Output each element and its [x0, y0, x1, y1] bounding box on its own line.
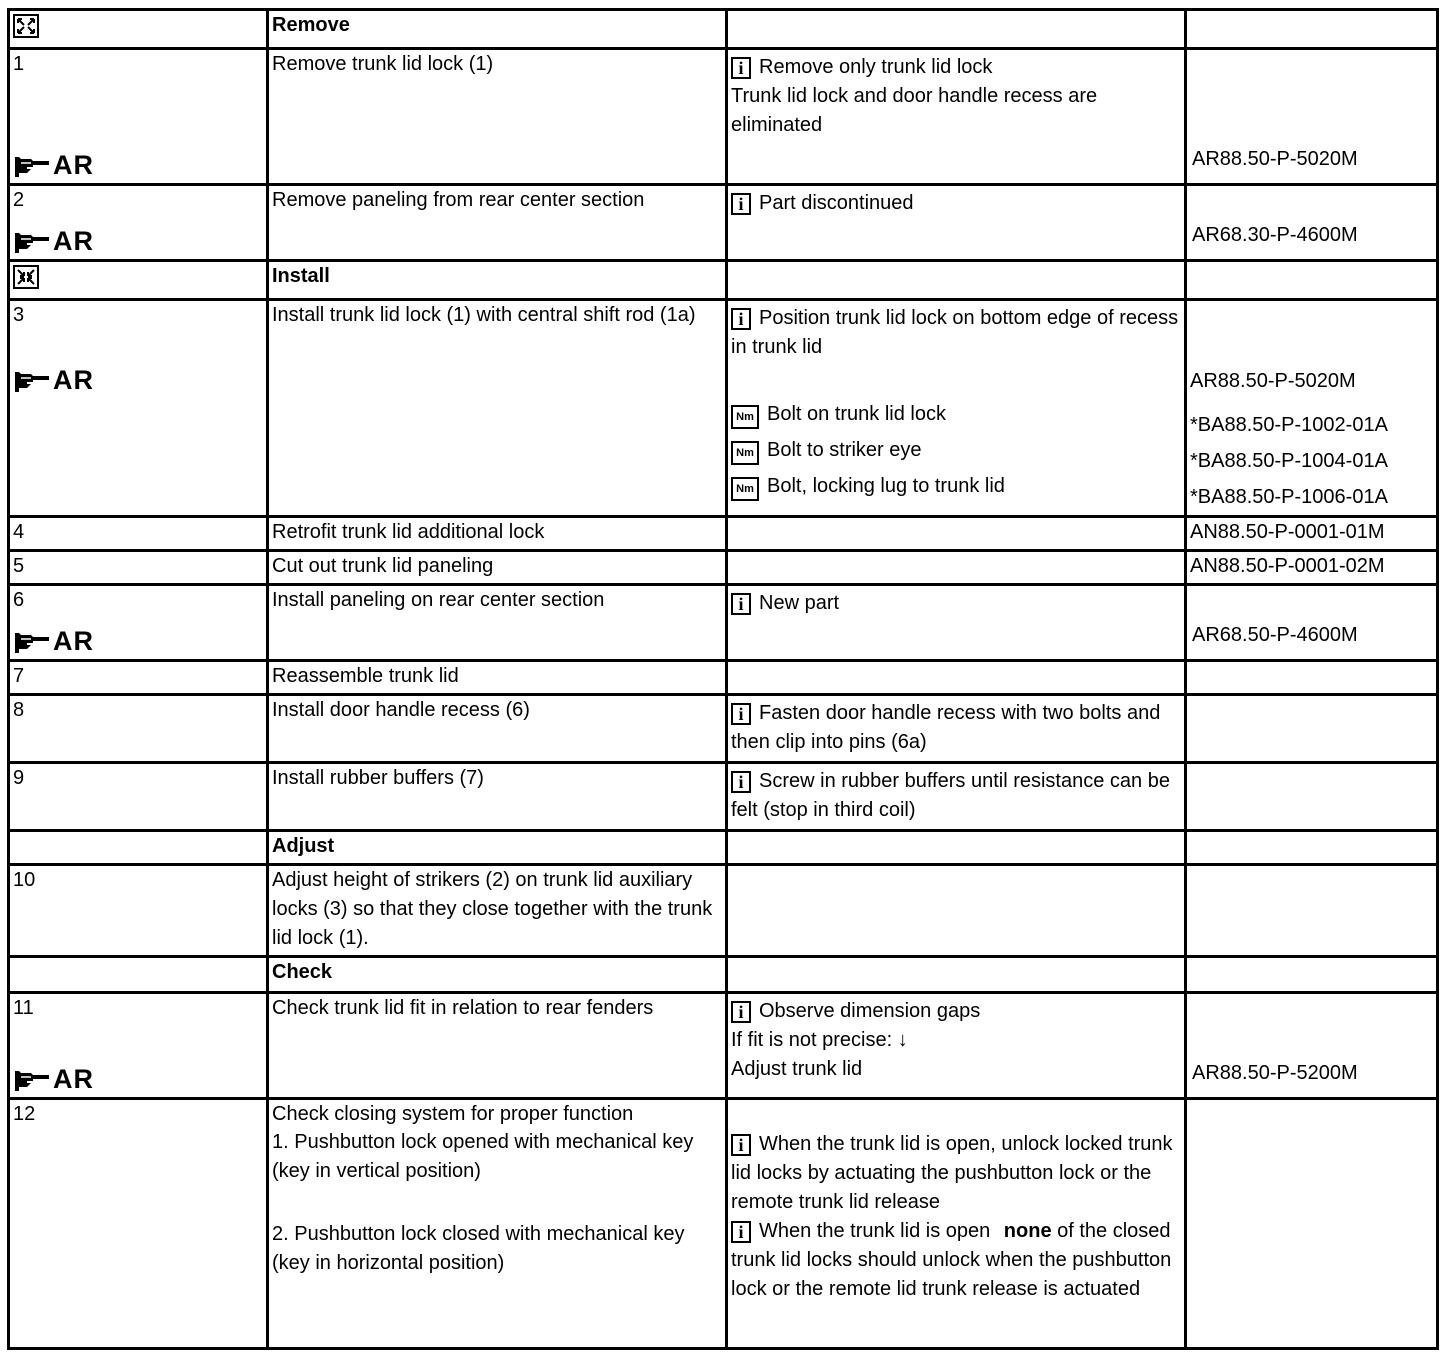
- action-text: Retrofit trunk lid additional lock: [268, 517, 727, 551]
- step-number: 12: [9, 1099, 268, 1349]
- torque-icon: Nm: [731, 477, 759, 501]
- action-text: Reassemble trunk lid: [268, 661, 727, 695]
- step-number: 4: [9, 517, 268, 551]
- step-number: 8: [9, 695, 268, 763]
- step-number: 10: [9, 865, 268, 957]
- step-row: [9, 517, 1438, 551]
- note-text: If fit is not precise: ↓: [731, 1029, 908, 1051]
- ar-label: AR: [53, 1064, 94, 1094]
- ar-link[interactable]: [13, 1066, 94, 1093]
- note-text: Part discontinued: [759, 192, 914, 214]
- step-row: [9, 585, 1438, 661]
- info-icon: i: [731, 593, 751, 615]
- torque-text: Bolt, locking lug to trunk lid: [767, 475, 1005, 497]
- reference-link[interactable]: AR88.50-P-5020M: [1190, 370, 1356, 392]
- info-icon: i: [731, 308, 751, 330]
- note-text: Position trunk lid lock on bottom edge of recess in trunk lid: [731, 307, 1179, 358]
- torque-text: Bolt to striker eye: [767, 439, 922, 461]
- reference-link[interactable]: AR68.30-P-4600M: [1192, 224, 1358, 246]
- pointing-hand-icon: [13, 229, 51, 255]
- reference-link[interactable]: AN88.50-P-0001-02M: [1186, 551, 1438, 585]
- action-text: 2. Pushbutton lock closed with mechanical key (key in horizontal position): [272, 1223, 685, 1274]
- step-row: [9, 695, 1438, 763]
- step-row: [9, 1099, 1438, 1349]
- torque-reference-link[interactable]: *BA88.50-P-1006-01A: [1190, 486, 1388, 508]
- action-text: 1. Pushbutton lock opened with mechanical key (key in vertical position): [272, 1131, 694, 1182]
- ar-label: AR: [53, 626, 94, 656]
- info-icon: i: [731, 1221, 751, 1243]
- step-number: 7: [9, 661, 268, 695]
- pointing-hand-icon: [13, 153, 51, 179]
- action-text: Remove paneling from rear center section: [268, 185, 727, 261]
- step-row: [9, 551, 1438, 585]
- reference-link[interactable]: AR88.50-P-5020M: [1192, 148, 1358, 170]
- ar-link[interactable]: [13, 152, 94, 179]
- step-row: [9, 185, 1438, 261]
- info-icon: i: [731, 193, 751, 215]
- action-text: Install trunk lid lock (1) with central shift rod (1a): [268, 300, 727, 517]
- procedure-table: [7, 8, 1439, 1350]
- torque-icon: Nm: [731, 405, 759, 429]
- note-text: When the trunk lid is open: [759, 1220, 996, 1242]
- action-text: Remove trunk lid lock (1): [268, 49, 727, 185]
- section-title: Remove: [268, 10, 727, 49]
- note-text: Fasten door handle recess with two bolts and then clip into pins (6a): [731, 702, 1161, 753]
- step-row: [9, 763, 1438, 831]
- action-text: Install rubber buffers (7): [268, 763, 727, 831]
- ar-label: AR: [53, 150, 94, 180]
- step-number: 2: [13, 189, 25, 211]
- note-text: New part: [759, 592, 840, 614]
- action-text: Check closing system for proper function: [272, 1103, 634, 1125]
- step-row: [9, 300, 1438, 517]
- note-text: of the closed trunk lid locks should unlock when the pushbutton lock or the remote lid trunk release is actuated: [731, 1220, 1172, 1300]
- section-row-install: [9, 261, 1438, 300]
- pointing-hand-icon: [13, 368, 51, 394]
- note-text: When the trunk lid is open, unlock locked trunk lid locks by actuating the pushbutton lock or the remote trunk lid release: [731, 1133, 1173, 1213]
- action-text: Cut out trunk lid paneling: [268, 551, 727, 585]
- step-number: 6: [13, 589, 25, 611]
- step-number: 9: [9, 763, 268, 831]
- section-title: Check: [268, 957, 727, 993]
- section-row-remove: [9, 10, 1438, 49]
- torque-text: Bolt on trunk lid lock: [767, 403, 946, 425]
- section-row-check: [9, 957, 1438, 993]
- step-row: [9, 865, 1438, 957]
- action-text: Install door handle recess (6): [268, 695, 727, 763]
- pointing-hand-icon: [13, 629, 51, 655]
- action-text: Install paneling on rear center section: [268, 585, 727, 661]
- expand-icon: [13, 14, 39, 38]
- section-title: Adjust: [268, 831, 727, 865]
- step-number: 1: [13, 53, 25, 75]
- info-icon: i: [731, 1001, 751, 1023]
- pointing-hand-icon: [13, 1067, 51, 1093]
- info-icon: i: [731, 57, 751, 79]
- ar-label: AR: [53, 365, 94, 395]
- torque-icon: Nm: [731, 441, 759, 465]
- reference-link[interactable]: AR68.50-P-4600M: [1192, 624, 1358, 646]
- note-text: Trunk lid lock and door handle recess are eliminated: [731, 85, 1098, 136]
- step-row: [9, 49, 1438, 185]
- note-text: Adjust trunk lid: [731, 1058, 863, 1080]
- torque-reference-link[interactable]: *BA88.50-P-1002-01A: [1190, 414, 1388, 436]
- info-icon: i: [731, 771, 751, 793]
- note-emphasis: none: [1003, 1220, 1052, 1242]
- reference-link[interactable]: AR88.50-P-5200M: [1192, 1062, 1358, 1084]
- ar-label: AR: [53, 226, 94, 256]
- step-row: [9, 661, 1438, 695]
- ar-link[interactable]: [13, 228, 94, 255]
- section-title: Install: [268, 261, 727, 300]
- info-icon: i: [731, 703, 751, 725]
- section-row-adjust: [9, 831, 1438, 865]
- note-text: Screw in rubber buffers until resistance can be felt (stop in third coil): [731, 770, 1170, 821]
- step-number: 3: [13, 304, 25, 326]
- ar-link[interactable]: [13, 367, 94, 394]
- action-text: Check trunk lid fit in relation to rear fenders: [268, 993, 727, 1099]
- torque-reference-link[interactable]: *BA88.50-P-1004-01A: [1190, 450, 1388, 472]
- note-text: Observe dimension gaps: [759, 1000, 981, 1022]
- step-number: 5: [9, 551, 268, 585]
- expand-icon: [13, 265, 39, 289]
- step-row: [9, 993, 1438, 1099]
- reference-link[interactable]: AN88.50-P-0001-01M: [1186, 517, 1438, 551]
- action-text: Adjust height of strikers (2) on trunk lid auxiliary locks (3) so that they close together with the trunk lid lock (1).: [268, 865, 727, 957]
- note-text: Remove only trunk lid lock: [759, 56, 993, 78]
- step-number: 11: [13, 997, 34, 1019]
- ar-link[interactable]: [13, 628, 94, 655]
- info-icon: i: [731, 1134, 751, 1156]
